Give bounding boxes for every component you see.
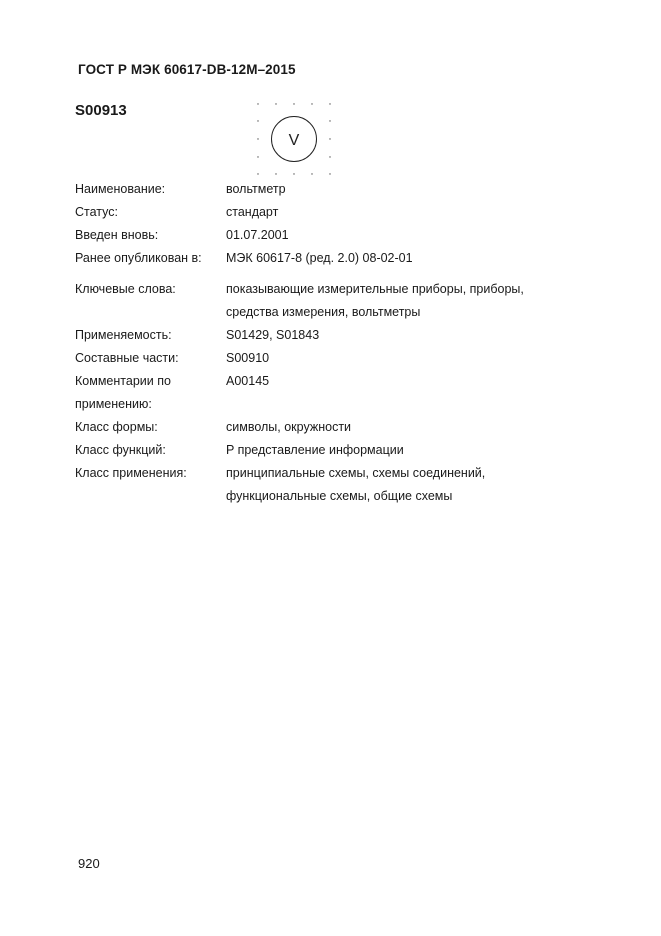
field-introduced: Введен вновь: 01.07.2001 xyxy=(75,228,289,242)
field-applicability: Применяемость: S01429, S01843 xyxy=(75,328,320,342)
properties-list xyxy=(75,178,595,508)
field-components: Составные части: S00910 xyxy=(75,351,270,365)
field-shape-class: Класс формы: символы, окружности xyxy=(75,420,352,434)
document-header: ГОСТ Р МЭК 60617-DB-12M–2015 xyxy=(78,62,296,77)
page-number: 920 xyxy=(78,856,100,871)
field-previously-published: Ранее опубликован в: МЭК 60617-8 (ред. 2.0) 08-02-01 xyxy=(75,251,413,265)
voltmeter-symbol-icon xyxy=(257,103,331,175)
field-function-class: Класс функций: P представление информации xyxy=(75,443,404,457)
symbol-code: S00913 xyxy=(75,102,127,119)
field-keywords-cont: средства измерения, вольтметры xyxy=(226,305,421,319)
field-comments: Комментарии по A00145 xyxy=(75,374,270,388)
field-comments-cont: применению: xyxy=(75,397,152,411)
field-application-class: Класс применения: принципиальные схемы, схемы соединений, xyxy=(75,466,486,480)
field-status: Статус: стандарт xyxy=(75,205,279,219)
svg-text:V: V xyxy=(288,132,300,149)
field-name: Наименование: вольтметр xyxy=(75,182,286,196)
field-application-class-cont: функциональные схемы, общие схемы xyxy=(226,489,453,503)
field-keywords: Ключевые слова: показывающие измерительные приборы, приборы, xyxy=(75,282,524,296)
